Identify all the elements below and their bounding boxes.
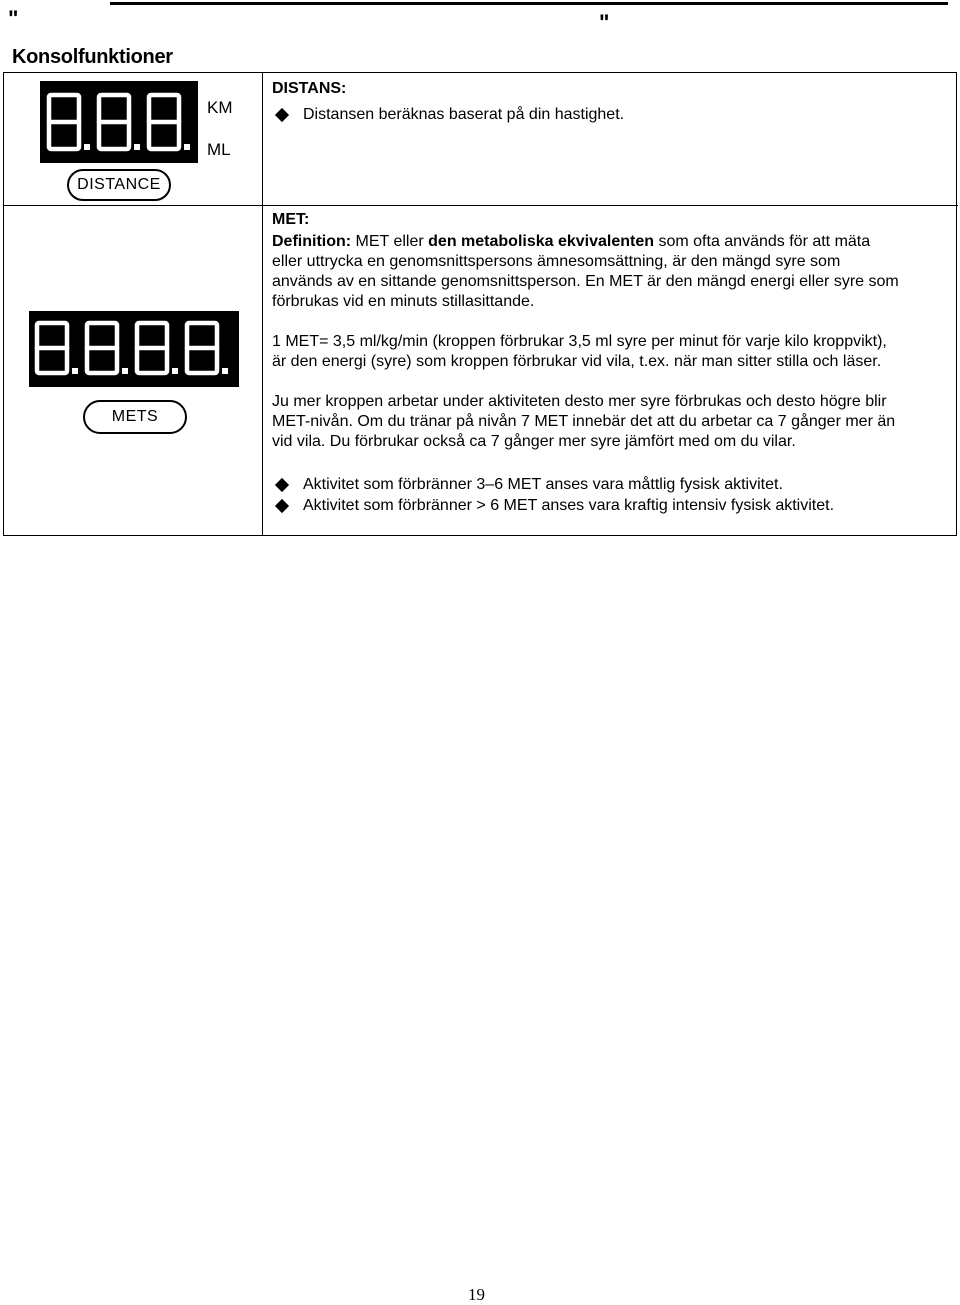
met-bullet-text: Aktivitet som förbränner > 6 MET anses vara kraftig intensiv fysisk aktivitet. bbox=[303, 497, 835, 514]
met-formula-line: 1 MET= 3,5 ml/kg/min (kroppen förbrukar 3,5 ml syre per minut för varje kilo kroppvikt), bbox=[272, 333, 887, 350]
top-rule bbox=[110, 2, 948, 5]
quote-mark: " bbox=[8, 6, 19, 31]
page-number: 19 bbox=[468, 1285, 485, 1304]
mets-button[interactable]: METS bbox=[83, 400, 187, 434]
bullet-diamond-icon bbox=[275, 108, 289, 122]
met-intensity-line: MET-nivån. Om du tränar på nivån 7 MET innebär det att du arbetar ca 7 gånger mer än bbox=[272, 413, 896, 430]
distance-seven-segment-display bbox=[40, 81, 198, 163]
km-unit-label: KM bbox=[207, 98, 233, 117]
met-title: MET: bbox=[272, 211, 310, 228]
bullet-diamond-icon bbox=[275, 499, 289, 513]
page-title: Konsolfunktioner bbox=[12, 46, 173, 68]
met-definition-line: används av en sittande genomsnittsperson. En MET är den mängd energi eller syre som bbox=[272, 273, 899, 290]
distance-bullet-text: Distansen beräknas baserat på din hastighet. bbox=[303, 106, 625, 123]
bullet-diamond-icon bbox=[275, 478, 289, 492]
seven-segment-digits-icon bbox=[40, 81, 198, 163]
definition-text: MET eller bbox=[351, 233, 429, 250]
row-divider bbox=[4, 205, 958, 206]
met-bullet-text: Aktivitet som förbränner 3–6 MET anses vara måttlig fysisk aktivitet. bbox=[303, 476, 783, 493]
column-divider bbox=[262, 73, 263, 535]
met-formula-line: är den energi (syre) som kroppen förbrukar vid vila, t.ex. när man sitter stilla och läser. bbox=[272, 353, 882, 370]
definition-text: som ofta används för att mäta bbox=[654, 233, 871, 250]
quote-mark: " bbox=[599, 10, 610, 35]
seven-segment-digits-icon bbox=[29, 311, 239, 387]
mets-seven-segment-display bbox=[29, 311, 239, 387]
definition-term: den metaboliska ekvivalenten bbox=[428, 233, 655, 250]
met-intensity-line: Ju mer kroppen arbetar under aktiviteten desto mer syre förbrukas och desto högre blir bbox=[272, 393, 887, 410]
distance-button[interactable]: DISTANCE bbox=[67, 169, 171, 201]
ml-unit-label: ML bbox=[207, 140, 231, 159]
definition-label: Definition: bbox=[272, 233, 352, 250]
met-intensity-line: vid vila. Du förbrukar också ca 7 gånger mer syre jämfört med om du vilar. bbox=[272, 433, 796, 450]
met-definition-line bbox=[272, 232, 870, 252]
met-definition-line: eller uttrycka en genomsnittspersons ämnesomsättning, är den mängd syre som bbox=[272, 253, 841, 270]
met-definition-line: förbrukas vid en minuts stillasittande. bbox=[272, 293, 535, 310]
distance-title: DISTANS: bbox=[272, 80, 347, 97]
console-functions-table bbox=[3, 72, 957, 536]
